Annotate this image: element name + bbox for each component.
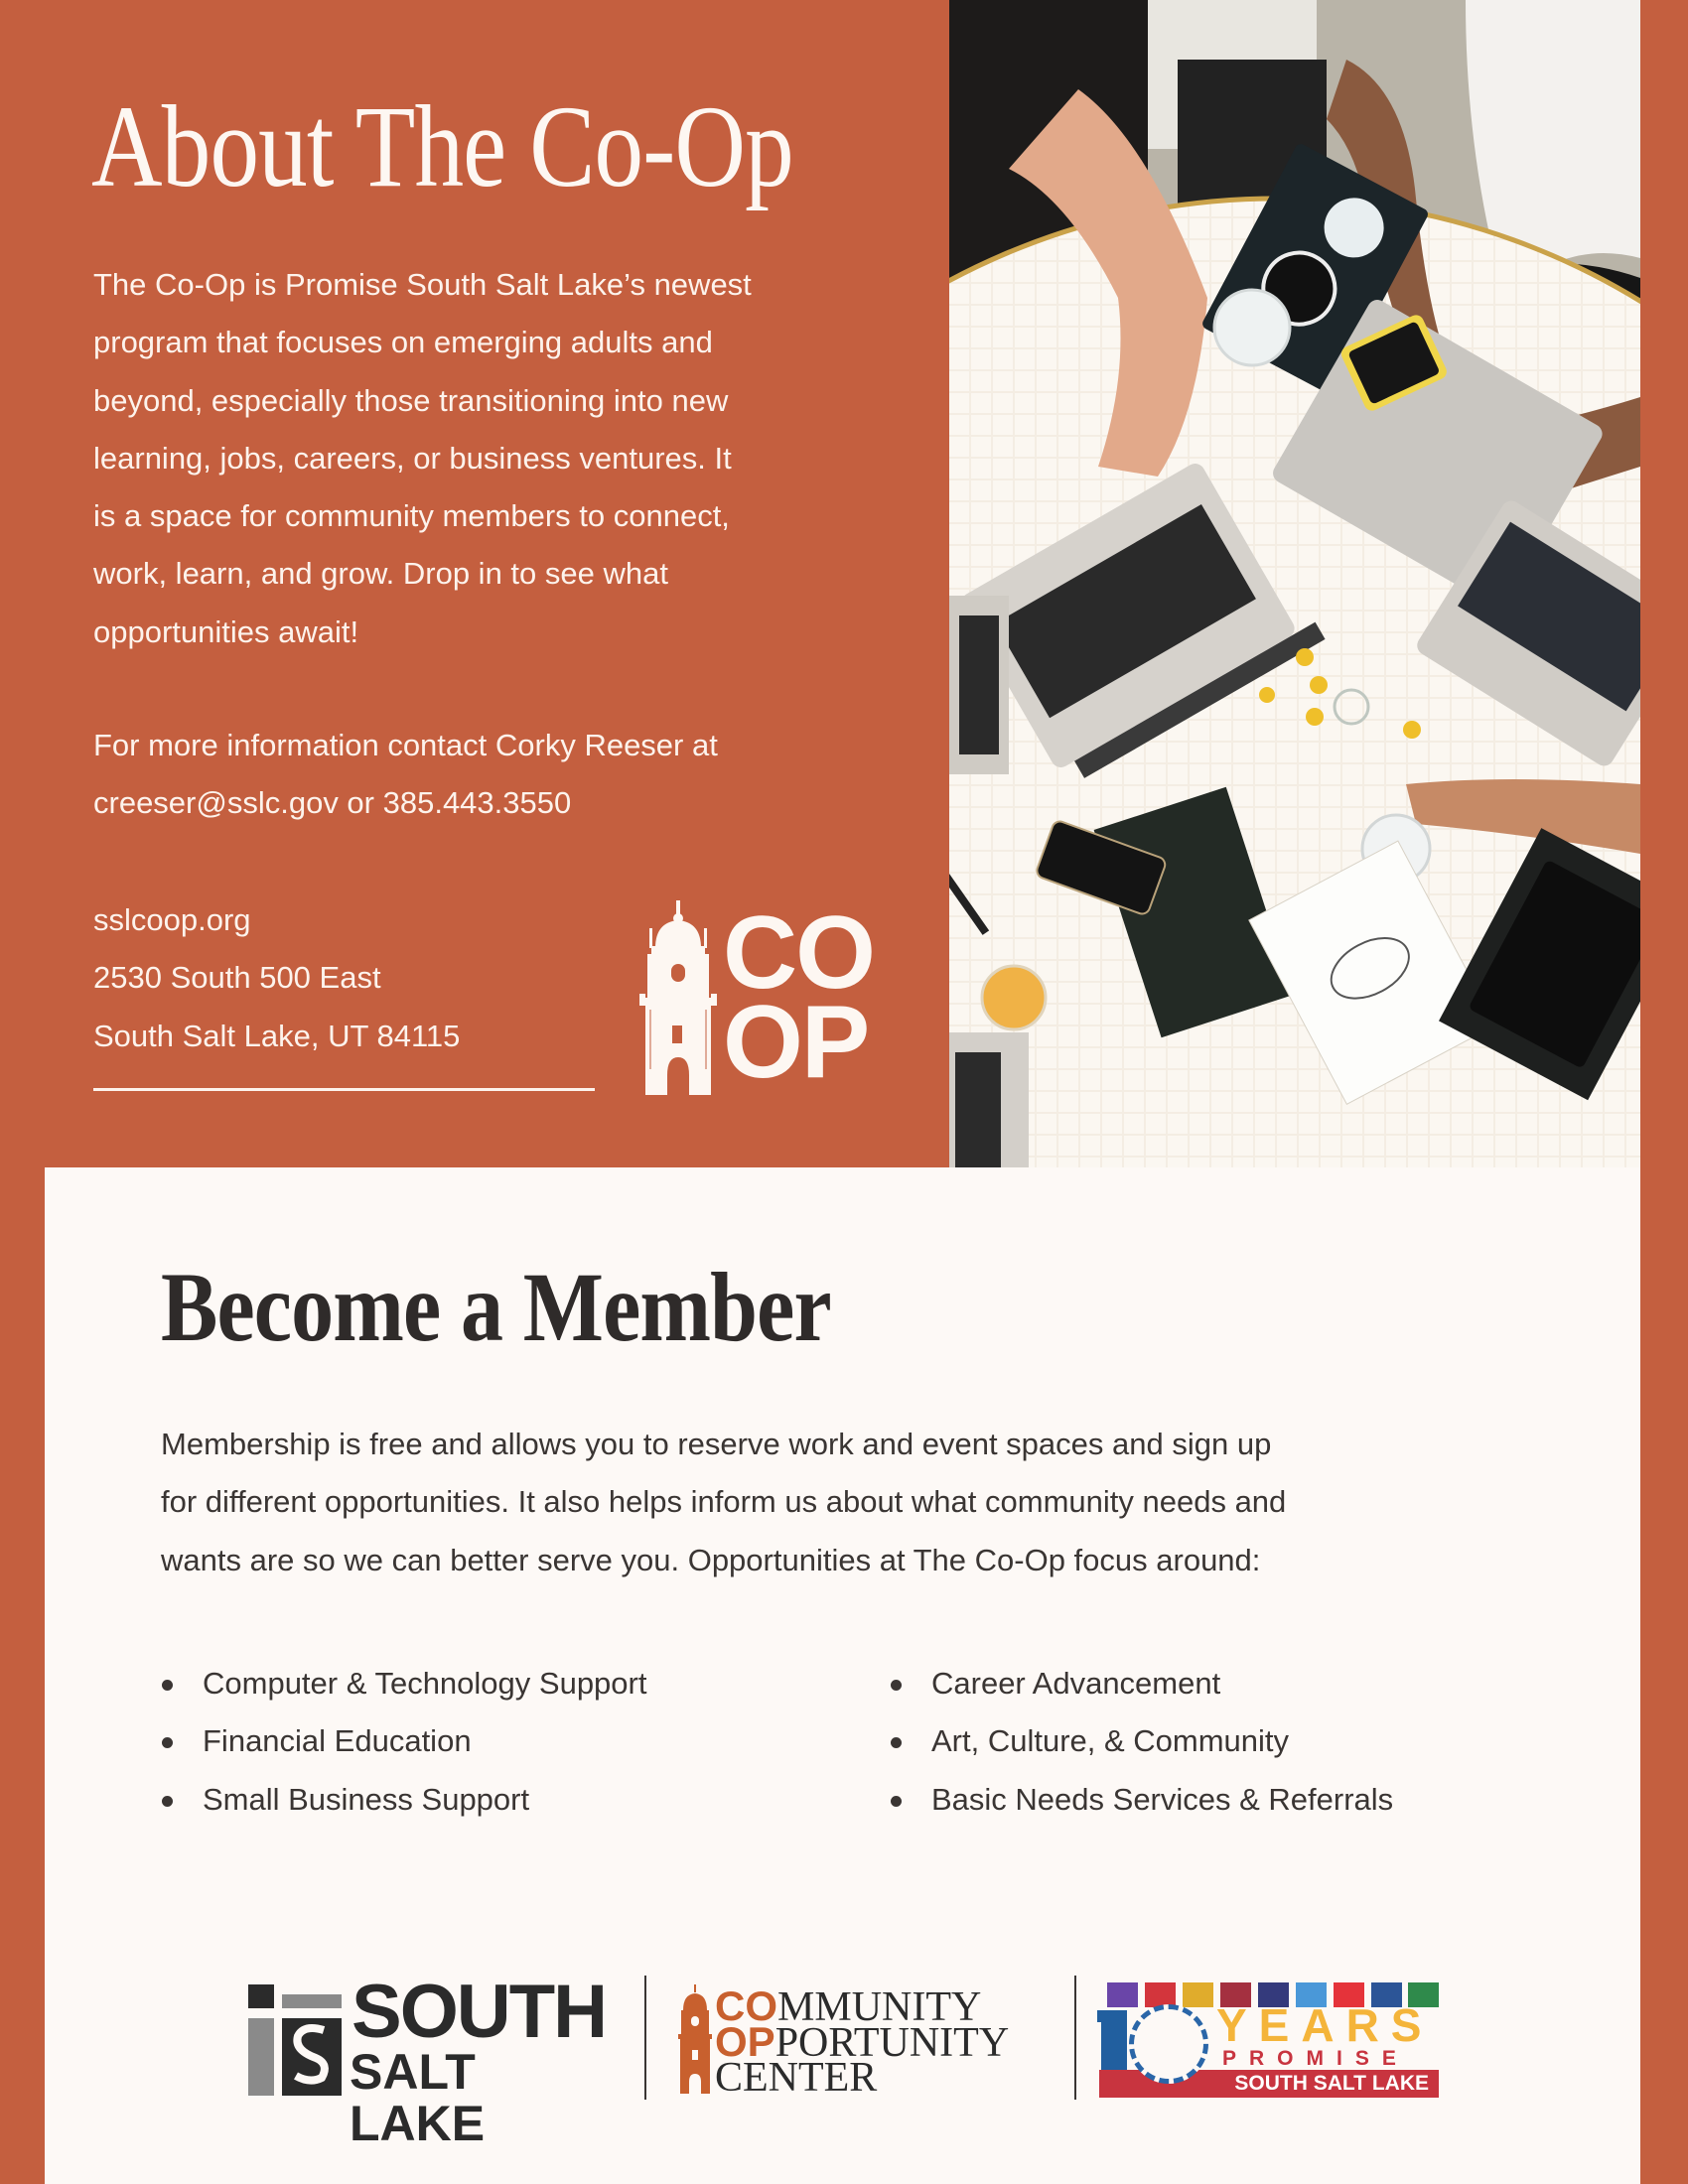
list-item: Financial Education [162,1712,646,1770]
hero-photo [949,0,1640,1167]
promise-ring-icon [1129,2004,1208,2084]
bullet-icon [162,1737,173,1748]
website-link[interactable]: sslcoop.org [93,902,251,937]
contact-line: For more information contact Corky Reeser at [93,728,718,762]
community-opportunity-center-logo [675,1980,1053,2100]
coc-row-2: OPPORTUNITY [715,2018,1010,2066]
address-street: 2530 South 500 East [93,960,381,996]
ssl-wordmark-bottom: SALT LAKE [350,2044,486,2151]
address-block [93,891,460,1065]
south-salt-lake-logo [244,1970,622,2151]
about-line: learning, jobs, careers, or business ventures. It [93,440,732,476]
list-item: Computer & Technology Support [162,1655,646,1712]
list-item: Small Business Support [162,1771,646,1829]
ten-years-promise-logo [1099,1982,1439,2100]
about-title: About The Co-Op [91,81,793,211]
ssl-monogram-icon [244,1980,344,2100]
logo-separator [1074,1976,1076,2100]
bell-tower-icon [677,1984,713,2094]
list-item: Basic Needs Services & Referrals [891,1771,1393,1829]
about-line: program that focuses on emerging adults and [93,325,713,360]
contact-email-phone[interactable]: creeser@sslc.gov or 385.443.3550 [93,785,572,821]
coc-row-1: COMMUNITY [715,1982,982,2030]
opportunities-list-right [891,1655,1393,1829]
about-line: The Co-Op is Promise South Salt Lake’s newest [93,267,752,302]
bell-tower-icon [639,898,719,1097]
opportunities-list-left [162,1655,646,1829]
address-city: South Salt Lake, UT 84115 [93,1018,461,1053]
list-item: Career Advancement [891,1655,1393,1712]
bullet-icon [891,1680,902,1691]
member-line: wants are so we can better serve you. Opportunities at The Co-Op focus around: [161,1542,1261,1577]
member-line: for different opportunities. It also helps inform us about what community needs and [161,1484,1287,1520]
bullet-icon [162,1796,173,1807]
bullet-icon [891,1796,902,1807]
divider-line [93,1088,595,1091]
list-item: Art, Culture, & Community [891,1712,1393,1770]
promise-word: PROMISE [1222,2047,1409,2070]
logo-separator [644,1976,646,2100]
color-square [1183,1982,1213,2007]
coc-row-3: CENTER [715,2055,878,2101]
member-title: Become a Member [161,1252,831,1362]
color-square [1107,1982,1138,2007]
bullet-icon [162,1680,173,1691]
numeral-one [1101,2010,1127,2070]
about-description [93,256,908,661]
promise-city-bar: SOUTH SALT LAKE [1099,2070,1439,2098]
about-line: work, learn, and grow. Drop in to see what [93,556,668,592]
member-description [161,1416,1286,1589]
about-line: beyond, especially those transitioning into new [93,382,729,418]
member-line: Membership is free and allows you to reserve work and event spaces and sign up [161,1427,1272,1461]
about-line: opportunities await! [93,614,359,649]
promise-years: YEARS [1216,1999,1434,2051]
about-line: is a space for community members to connect, [93,498,730,534]
bullet-icon [891,1737,902,1748]
coop-wordmark: CO OP [723,895,874,1100]
coop-logo [639,895,893,1100]
ssl-wordmark-top: SOUTH [352,1970,606,2054]
contact-info [93,717,718,833]
